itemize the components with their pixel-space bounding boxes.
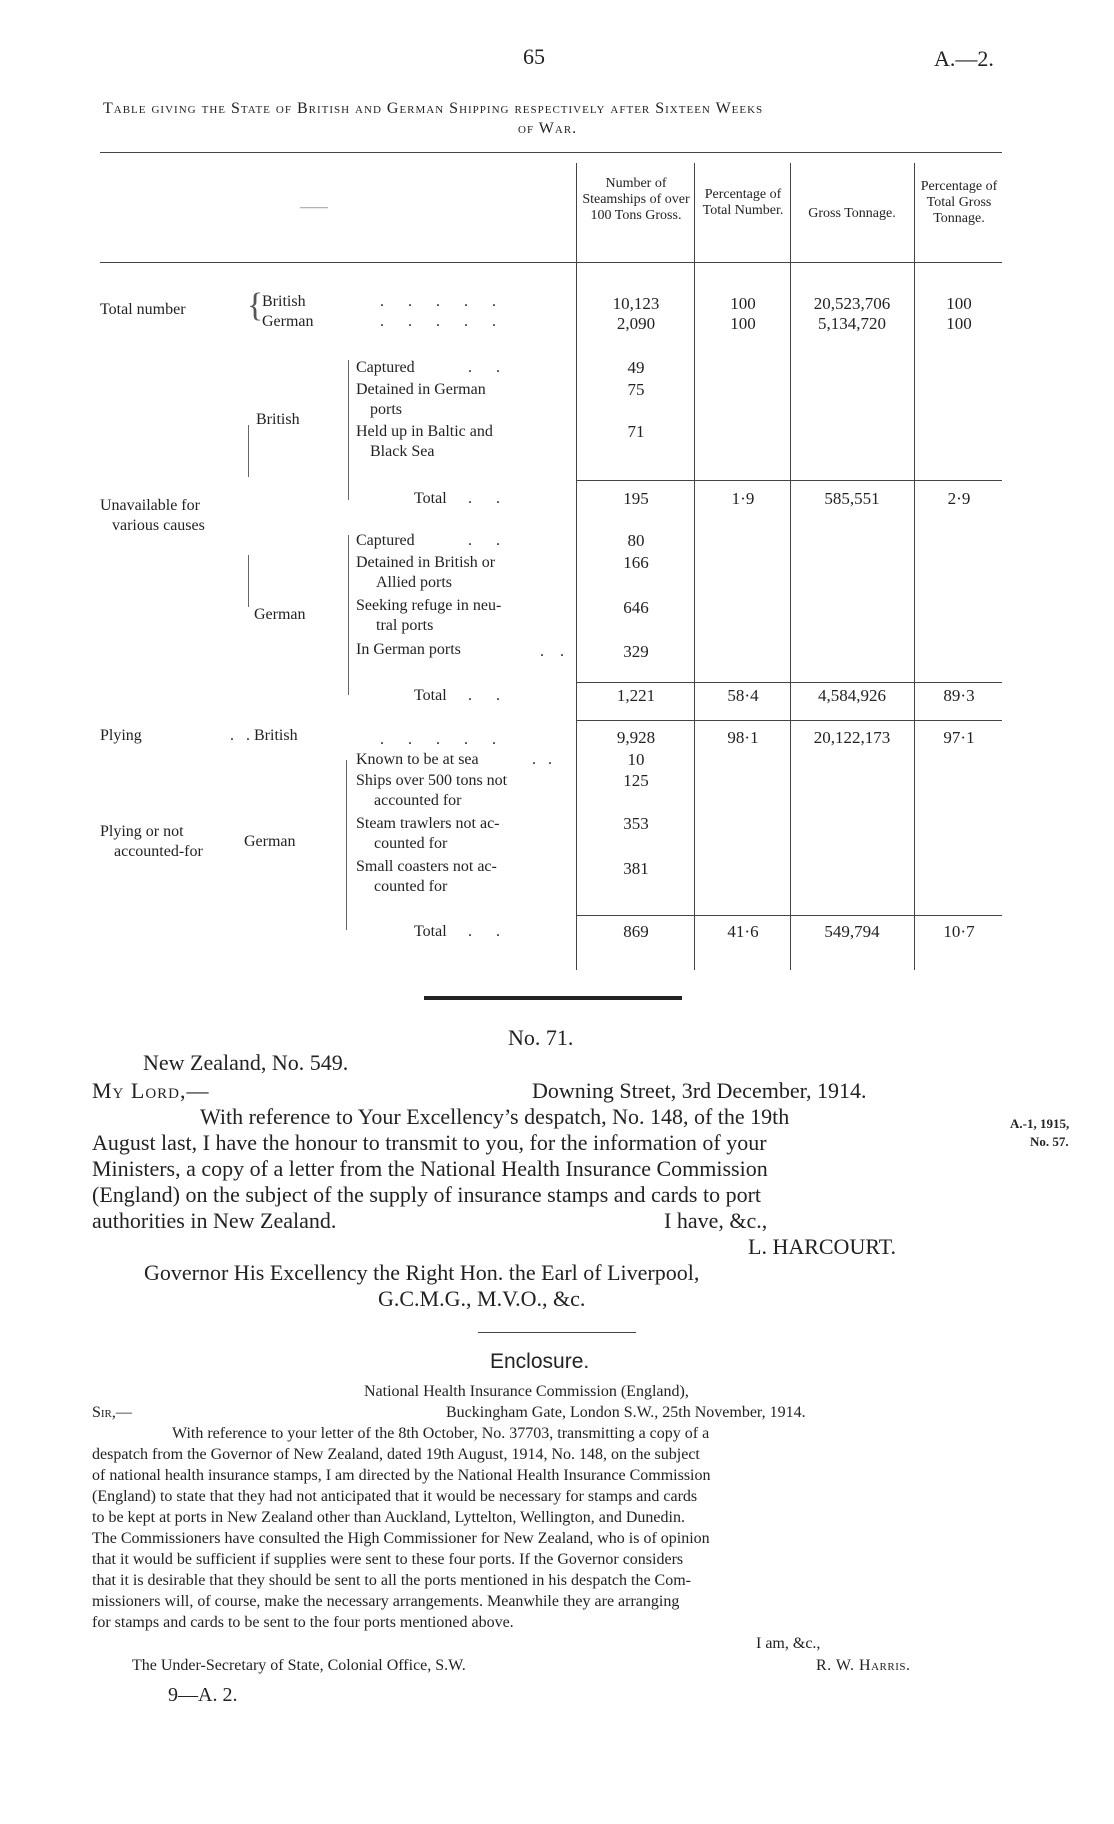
enclosure-line: to be kept at ports in New Zealand other than Auckland, Lyttelton, Wellington, and Dunedin. (92, 1509, 685, 1526)
item-captured: Captured (356, 532, 415, 549)
enclosure-closing: I am, &c., (756, 1635, 821, 1652)
addressee-cont: G.C.M.G., M.V.O., &c. (378, 1286, 586, 1311)
enclosure-line: of national health insurance stamps, I am directed by the National Health Insurance Commission (92, 1467, 711, 1484)
column-header-pct-gross: Percentage of Total Gross Tonnage. (920, 179, 998, 226)
cell-ships: 1,221 (616, 686, 656, 705)
table-title: Table giving the State of British and German Shipping respectively after Sixteen Weeks (103, 100, 764, 117)
row-label-plying-not-cont: accounted-for (114, 843, 203, 860)
cell-ships: 10,123 (612, 294, 660, 313)
dot-leader: . . (468, 532, 510, 549)
letter-line: August last, I have the honour to transmit to you, for the information of your (92, 1130, 767, 1155)
cell-ships: 381 (623, 859, 649, 878)
dateline: Downing Street, 3rd December, 1914. (532, 1078, 867, 1103)
cell-ships: 75 (627, 380, 645, 399)
cell-ships: 869 (623, 922, 649, 941)
item-german-ports: In German ports (356, 641, 461, 658)
row-label-total-number: Total number (100, 301, 186, 318)
enclosure-line: despatch from the Governor of New Zealand, dated 19th August, 1914, No. 148, on the subject (92, 1446, 700, 1463)
cell-gross: 585,551 (824, 489, 880, 508)
item-ships-over-500-cont: accounted for (374, 792, 462, 809)
dot-leader: . . (468, 923, 510, 940)
row-label-plying-not: Plying or not (100, 823, 184, 840)
document-reference: A.—2. (934, 46, 994, 71)
label-german: German (244, 833, 296, 850)
cell-pct-gross: 97·1 (943, 728, 975, 747)
dot-leader: . . . . . (380, 293, 506, 310)
item-small-coasters-cont: counted for (374, 878, 448, 895)
item-held-up: Held up in Baltic and (356, 423, 493, 440)
sheet-reference: 9—A. 2. (168, 1684, 238, 1706)
dot-leader: . . (468, 687, 510, 704)
item-steam-trawlers-cont: counted for (374, 835, 448, 852)
cell-pct-gross: 100 (946, 294, 972, 313)
margin-reference: A.-1, 1915, (1010, 1116, 1070, 1131)
total-label: Total (414, 923, 447, 940)
cell-ships: 646 (623, 598, 649, 617)
dot-leader: . . (468, 490, 510, 507)
label-british: British (262, 293, 306, 310)
row-label-plying: Plying (100, 727, 142, 744)
letter-number: No. 71. (508, 1025, 574, 1050)
enclosure-line: that it is desirable that they should be sent to all the ports mentioned in his despatch the Com- (92, 1572, 691, 1589)
column-header-pct-number: Percentage of Total Number. (702, 187, 784, 218)
item-seeking-refuge: Seeking refuge in neu- (356, 597, 502, 614)
cell-pct: 100 (730, 314, 756, 333)
item-small-coasters: Small coasters not ac- (356, 858, 497, 875)
enclosure-line: (England) to state that they had not anticipated that it would be necessary for stamps and cards (92, 1488, 698, 1505)
item-detained: Detained in British or (356, 554, 496, 571)
cell-ships: 71 (627, 422, 645, 441)
item-captured: Captured (356, 359, 415, 376)
cell-ships: 125 (623, 771, 649, 790)
cell-ships: 166 (623, 553, 649, 572)
cell-ships: 195 (623, 489, 649, 508)
cell-pct: 100 (730, 294, 756, 313)
item-detained-cont: Allied ports (376, 574, 452, 591)
dot-leader: . . (230, 727, 254, 744)
item-detained: Detained in German (356, 381, 486, 398)
column-header-steamships: Number of Steamships of over 100 Tons Gross. (582, 176, 690, 223)
cell-ships: 2,090 (616, 314, 656, 333)
cell-ships: 10 (627, 750, 645, 769)
cell-gross: 5,134,720 (818, 314, 886, 333)
cell-pct-gross: 2·9 (947, 489, 971, 508)
cell-pct: 41·6 (727, 922, 759, 941)
item-held-up-cont: Black Sea (370, 443, 435, 460)
nz-reference: New Zealand, No. 549. (143, 1050, 349, 1075)
label-german: German (254, 606, 306, 623)
cell-ships: 353 (623, 814, 649, 833)
label-british: British (254, 727, 298, 744)
letter-line: (England) on the subject of the supply of insurance stamps and cards to port (92, 1182, 762, 1207)
letter-line: Ministers, a copy of a letter from the National Health Insurance Commission (92, 1156, 768, 1181)
dot-leader: . . (540, 643, 570, 660)
cell-ships: 329 (623, 642, 649, 661)
sender-address: Buckingham Gate, London S.W., 25th November, 1914. (446, 1404, 806, 1421)
enclosure-salutation: Sir,— (92, 1404, 132, 1421)
row-label-unavailable-cont: various causes (112, 517, 205, 534)
enclosure-line: The Commissioners have consulted the High Commissioner for New Zealand, who is of opinion (92, 1530, 710, 1547)
enclosure-title: Enclosure. (490, 1350, 590, 1373)
signature: L. HARCOURT. (748, 1234, 896, 1259)
letter-line: authorities in New Zealand. (92, 1208, 337, 1233)
total-label: Total (414, 687, 447, 704)
closing: I have, &c., (664, 1208, 768, 1233)
item-ships-over-500: Ships over 500 tons not (356, 772, 508, 789)
label-german: German (262, 313, 314, 330)
row-label-unavailable: Unavailable for (100, 497, 200, 514)
cell-pct-gross: 89·3 (943, 686, 975, 705)
cell-pct-gross: 100 (946, 314, 972, 333)
label-british: British (256, 411, 300, 428)
salutation: My Lord,— (92, 1078, 210, 1103)
cell-pct-gross: 10·7 (943, 922, 975, 941)
enclosure-addressee: The Under-Secretary of State, Colonial Office, S.W. (132, 1657, 466, 1674)
cell-ships: 49 (627, 358, 645, 377)
enclosure-line: that it would be sufficient if supplies were sent to these four ports. If the Governor considers (92, 1551, 684, 1568)
item-known-at-sea: Known to be at sea (356, 751, 479, 768)
enclosure-line: missioners will, of course, make the necessary arrangements. Meanwhile they are arranging (92, 1593, 680, 1610)
dot-leader: . . (468, 359, 510, 376)
sender: National Health Insurance Commission (England), (364, 1383, 689, 1400)
cell-gross: 20,523,706 (813, 294, 891, 313)
cell-ships: 9,928 (616, 728, 656, 747)
enclosure-signature: R. W. Harris. (816, 1657, 911, 1674)
page-number: 65 (523, 44, 545, 69)
letter-line: With reference to Your Excellency’s despatch, No. 148, of the 19th (200, 1104, 790, 1129)
dot-leader: . . . . . (380, 731, 506, 748)
cell-gross: 20,122,173 (813, 728, 891, 747)
cell-gross: 549,794 (824, 922, 880, 941)
cell-pct: 1·9 (731, 489, 755, 508)
cell-pct: 98·1 (727, 728, 759, 747)
dot-leader: . . (532, 751, 556, 768)
column-header-blank: —— (300, 200, 328, 215)
cell-gross: 4,584,926 (818, 686, 886, 705)
item-detained-cont: ports (370, 401, 402, 418)
item-seeking-refuge-cont: tral ports (376, 617, 434, 634)
enclosure-line: With reference to your letter of the 8th October, No. 37703, transmitting a copy of a (172, 1425, 710, 1442)
total-label: Total (414, 490, 447, 507)
addressee: Governor His Excellency the Right Hon. the Earl of Liverpool, (144, 1260, 700, 1285)
item-steam-trawlers: Steam trawlers not ac- (356, 815, 500, 832)
dot-leader: . . . . . (380, 313, 506, 330)
column-header-gross-tonnage: Gross Tonnage. (808, 206, 896, 221)
brace: { (247, 287, 264, 324)
cell-pct: 58·4 (727, 686, 759, 705)
enclosure-line: for stamps and cards to be sent to the four ports mentioned above. (92, 1614, 514, 1631)
table-title-cont: of War. (518, 120, 578, 137)
margin-reference-cont: No. 57. (1030, 1134, 1069, 1149)
section-divider (424, 996, 682, 1000)
cell-ships: 80 (627, 531, 645, 550)
